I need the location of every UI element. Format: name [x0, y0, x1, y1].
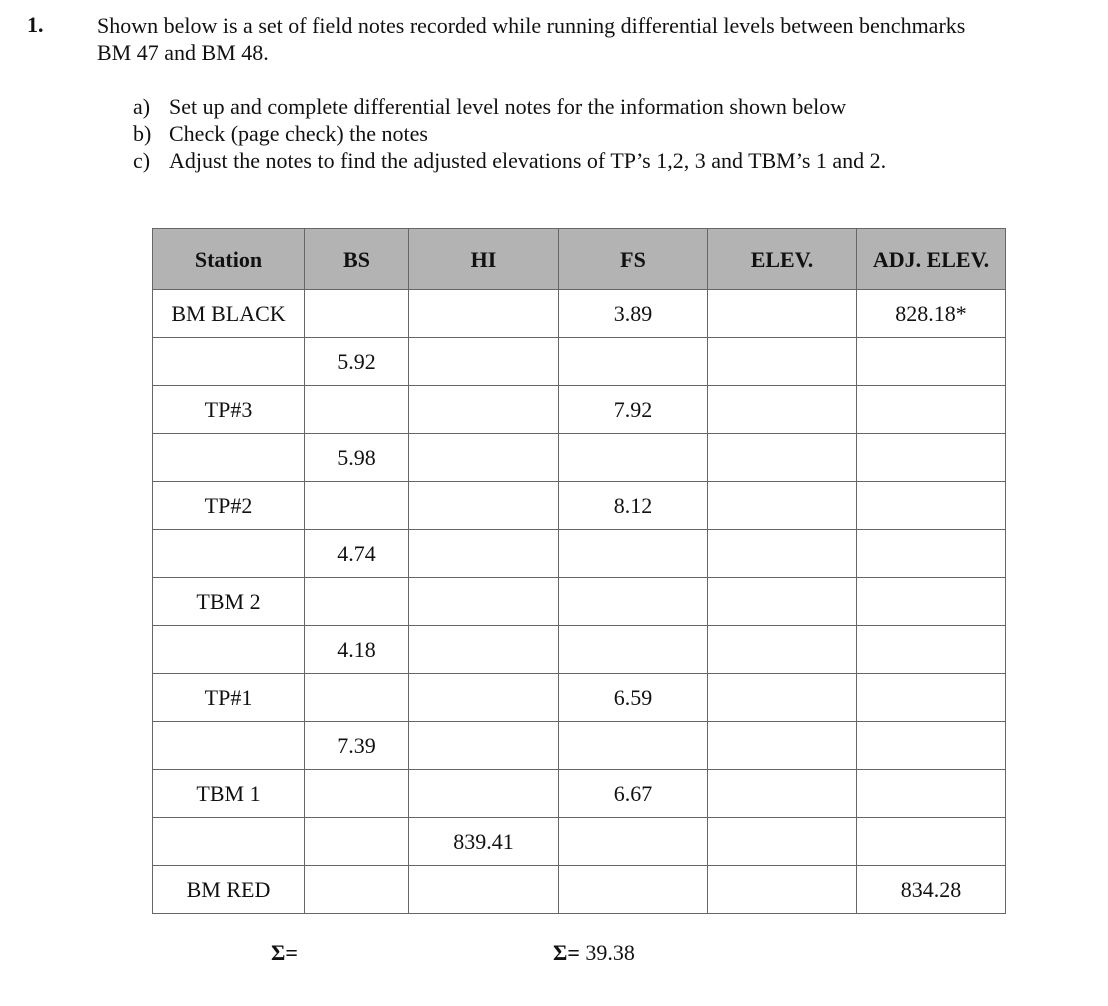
cell-bs: [305, 866, 409, 914]
cell-bs: 4.74: [305, 530, 409, 578]
cell-fs: [559, 866, 708, 914]
cell-adj-elev: [857, 386, 1006, 434]
cell-hi: [409, 530, 559, 578]
cell-adj-elev: 834.28: [857, 866, 1006, 914]
cell-hi: [409, 626, 559, 674]
task-text: Check (page check) the notes: [169, 121, 428, 146]
cell-hi: [409, 386, 559, 434]
header-fs: FS: [559, 229, 708, 290]
cell-hi: [409, 434, 559, 482]
cell-fs: [559, 818, 708, 866]
table-row: [153, 338, 1006, 386]
cell-station: TP#3: [153, 386, 305, 434]
table-row: [153, 866, 1006, 914]
cell-elev: [708, 434, 857, 482]
cell-adj-elev: [857, 674, 1006, 722]
header-elev: ELEV.: [708, 229, 857, 290]
cell-adj-elev: [857, 482, 1006, 530]
cell-elev: [708, 674, 857, 722]
cell-elev: [708, 626, 857, 674]
cell-station: TP#2: [153, 482, 305, 530]
task-label: a): [133, 94, 151, 119]
table-row: [153, 722, 1006, 770]
cell-hi: [409, 722, 559, 770]
task-a: [133, 93, 886, 120]
cell-adj-elev: [857, 530, 1006, 578]
cell-station: BM BLACK: [153, 290, 305, 338]
table-row: [153, 626, 1006, 674]
task-b: [133, 120, 886, 147]
cell-bs: [305, 818, 409, 866]
cell-bs: [305, 290, 409, 338]
cell-adj-elev: [857, 578, 1006, 626]
cell-elev: [708, 818, 857, 866]
task-label: c): [133, 148, 151, 173]
cell-station: TBM 2: [153, 578, 305, 626]
cell-fs: 6.59: [559, 674, 708, 722]
cell-elev: [708, 722, 857, 770]
cell-elev: [708, 866, 857, 914]
question-intro: Shown below is a set of field notes recorded while running differential levels between benchmarks BM 47 and BM 48.: [97, 13, 966, 65]
table-row: [153, 482, 1006, 530]
cell-hi: [409, 866, 559, 914]
cell-bs: 4.18: [305, 626, 409, 674]
table-header-row: [153, 229, 1006, 290]
table-row: [153, 530, 1006, 578]
cell-fs: [559, 530, 708, 578]
header-adj-elev: ADJ. ELEV.: [857, 229, 1006, 290]
header-station: Station: [153, 229, 305, 290]
cell-fs: 3.89: [559, 290, 708, 338]
cell-bs: 7.39: [305, 722, 409, 770]
bs-sum-label: Σ=: [271, 940, 298, 965]
task-text: Set up and complete differential level notes for the information shown below: [169, 94, 847, 119]
header-hi: HI: [409, 229, 559, 290]
cell-fs: 6.67: [559, 770, 708, 818]
cell-bs: [305, 578, 409, 626]
table-row: [153, 290, 1006, 338]
cell-fs: [559, 626, 708, 674]
cell-elev: [708, 338, 857, 386]
cell-hi: 839.41: [409, 818, 559, 866]
cell-bs: 5.92: [305, 338, 409, 386]
cell-adj-elev: [857, 818, 1006, 866]
question-number: 1.: [27, 12, 44, 37]
cell-fs: [559, 338, 708, 386]
fs-sum-value: 39.38: [585, 940, 635, 965]
task-list: [133, 93, 886, 174]
table-row: [153, 578, 1006, 626]
table-row: [153, 386, 1006, 434]
cell-bs: [305, 770, 409, 818]
cell-station: [153, 434, 305, 482]
cell-station: TBM 1: [153, 770, 305, 818]
cell-bs: [305, 674, 409, 722]
cell-fs: [559, 722, 708, 770]
cell-station: [153, 338, 305, 386]
cell-station: [153, 530, 305, 578]
cell-bs: 5.98: [305, 434, 409, 482]
cell-elev: [708, 530, 857, 578]
cell-hi: [409, 338, 559, 386]
table-row: [153, 770, 1006, 818]
table-row: [153, 434, 1006, 482]
cell-elev: [708, 386, 857, 434]
cell-fs: 8.12: [559, 482, 708, 530]
cell-hi: [409, 290, 559, 338]
cell-elev: [708, 770, 857, 818]
table-row: [153, 674, 1006, 722]
level-notes-table: [152, 228, 1006, 914]
cell-adj-elev: [857, 770, 1006, 818]
task-label: b): [133, 121, 152, 146]
cell-fs: 7.92: [559, 386, 708, 434]
cell-station: [153, 722, 305, 770]
cell-bs: [305, 482, 409, 530]
task-text: Adjust the notes to find the adjusted elevations of TP’s 1,2, 3 and TBM’s 1 and 2.: [169, 148, 887, 173]
cell-bs: [305, 386, 409, 434]
cell-elev: [708, 482, 857, 530]
cell-hi: [409, 674, 559, 722]
cell-elev: [708, 290, 857, 338]
cell-adj-elev: [857, 626, 1006, 674]
cell-hi: [409, 578, 559, 626]
cell-adj-elev: 828.18*: [857, 290, 1006, 338]
header-bs: BS: [305, 229, 409, 290]
cell-station: [153, 626, 305, 674]
cell-adj-elev: [857, 338, 1006, 386]
cell-fs: [559, 434, 708, 482]
cell-hi: [409, 770, 559, 818]
task-c: [133, 147, 886, 174]
cell-station: [153, 818, 305, 866]
cell-adj-elev: [857, 722, 1006, 770]
table-row: [153, 818, 1006, 866]
cell-hi: [409, 482, 559, 530]
cell-elev: [708, 578, 857, 626]
cell-adj-elev: [857, 434, 1006, 482]
fs-sum: [553, 940, 635, 966]
cell-fs: [559, 578, 708, 626]
cell-station: BM RED: [153, 866, 305, 914]
cell-station: TP#1: [153, 674, 305, 722]
fs-sum-label: Σ=: [553, 940, 580, 965]
table-body: [153, 290, 1006, 914]
